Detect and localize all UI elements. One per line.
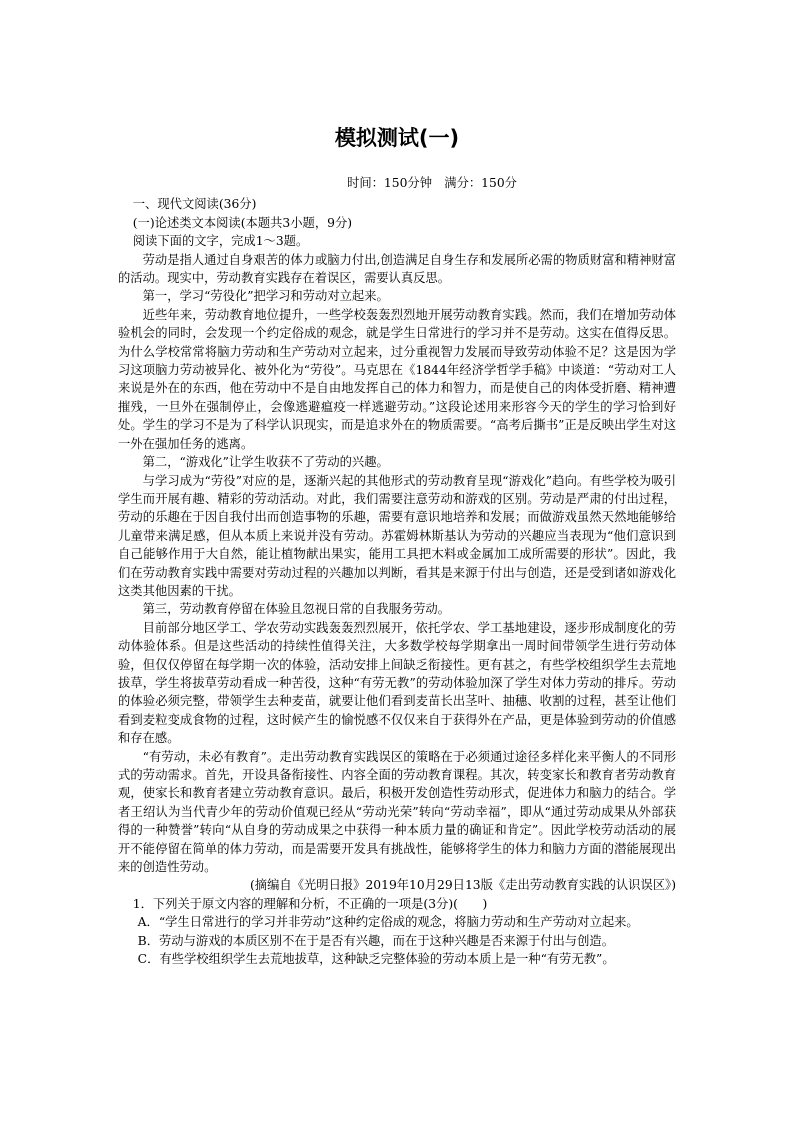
- question-option-b: B．劳动与游戏的本质区别不在于是否有兴趣，而在于这种兴趣是否来源于付出与创造。: [137, 933, 614, 948]
- paragraph: “有劳动，未必有教育”。走出劳动教育实践误区的策略在于必须通过途径多样化来平衡人的不同形式的劳动需求。首先，开设具备衔接性、内容全面的劳动教育课程。其次，转变家长和教育者劳动教育观，使家长和教育者建立劳动教育意识。最后，积极开发创造性劳动形式，促进体力和脑力的结合。学者王绍认为当代青少年的劳动价值观已经从“劳动光荣”转向“劳动幸福”，即从“通过劳动成果从外部获得的一种赞誉”转向“从自身的劳动成果之中获得一种本质力量的确证和肯定”。因此学校劳动活动的展开不能停留在简单的体力劳动，而是需要开发具有挑战性，能够将学生的体力和脑力方面的潜能展现出来的创造性劳动。: [118, 749, 676, 875]
- question-option-a: A．“学生日常进行的学习并非劳动”这种约定俗成的观念，将脑力劳动和生产劳动对立起来。: [137, 915, 639, 930]
- paragraph: 劳动是指人通过自身艰苦的体力或脑力付出,创造满足自身生存和发展所必需的物质财富和精神财富的活动。现实中，劳动教育实践存在着误区，需要认真反思。: [118, 252, 676, 286]
- paragraph: 近些年来，劳动教育地位提升，一些学校轰轰烈烈地开展劳动教育实践。然而，我们在增加劳动体验机会的同时，会发现一个约定俗成的观念，就是学生日常进行的学习并不是劳动。这实在值得反思。为什么学校常常将脑力劳动和生产劳动对立起来，过分重视智力发展而导致劳动体验不足？这是因为学习这项脑力劳动被异化、被外化为“劳役”。马克思在《1844年经济学哲学手稿》中谈道：“劳动对工人来说是外在的东西，他在劳动中不是自由地发挥自己的体力和智力，而是使自己的肉体受折磨、精神遭摧残，一旦外在强制停止，会像逃避瘟疫一样逃避劳动。”这段论述用来形容今天的学生的学习恰到好处。学生的学习不是为了科学认识现实，而是追求外在的物质需要。“高考后撕书”正是反映出学生对这一外在强加任务的逃离。: [118, 307, 676, 451]
- page-title: 模拟测试(一): [334, 126, 460, 150]
- source-citation: (摘编自《光明日报》2019年10月29日13版《走出劳动教育实践的认识误区》): [250, 878, 676, 893]
- question-stem: 1．下列关于原文内容的理解和分析，不正确的一项是(3分)( ): [132, 896, 488, 911]
- paragraph: 目前部分地区学工、学农劳动实践轰轰烈烈展开，依托学农、学工基地建设，逐步形成制度化的劳动体验体系。但是这些活动的持续性值得关注，大多数学校每学期拿出一周时间带领学生进行劳动体验，但仅仅停留在每学期一次的体验，活动安排上间缺乏衔接性。更有甚之，有些学校组织学生去荒地拔草，学生将拔草劳动看成一种苦役，这种“有劳无教”的劳动体验加深了学生对体力劳动的排斥。劳动的体验必须完整，带领学生去种麦苗，就要让他们看到麦苗长出茎叶、抽穗、收割的过程，甚至让他们看到麦粒变成食物的过程，这时候产生的愉悦感不仅仅来自于获得外在产品，更是体验到劳动的价值感和存在感。: [118, 620, 676, 746]
- paragraph-heading: 第一，学习“劳役化”把学习和劳动对立起来。: [142, 289, 389, 304]
- paragraph-heading: 第二，“游戏化”让学生收获不了劳动的兴趣。: [142, 455, 389, 470]
- paragraph: 与学习成为“劳役”对应的是，逐渐兴起的其他形式的劳动教育呈现“游戏化”趋向。有些学校为吸引学生而开展有趣、精彩的劳动活动。对此，我们需要注意劳动和游戏的区别。劳动是严肃的付出过程，劳动的乐趣在于因自我付出而创造事物的乐趣，需要有意识地培养和发展；而做游戏虽然天然地能够给儿童带来满足感，但从本质上来说并没有劳动。苏霍姆林斯基认为劳动的兴趣应当表现为“他们意识到自己能够作用于大自然，能让植物献出果实，能用工具把木料或金属加工成所需要的形状”。因此，我们在劳动教育实践中需要对劳动过程的兴趣加以判断，看其是来源于付出与创造，还是受到诸如游戏化这类其他因素的干扰。: [118, 473, 676, 598]
- paragraph-heading: 第三，劳动教育停留在体验且忽视日常的自我服务劳动。: [142, 602, 451, 617]
- exam-meta: 时间：150分钟 满分：150分: [347, 176, 517, 190]
- question-option-c: C．有些学校组织学生去荒地拔草，这种缺乏完整体验的劳动本质上是一种“有劳无教”。: [137, 952, 615, 967]
- instruction: 阅读下面的文字，完成1～3题。: [132, 234, 309, 249]
- subsection-heading: (一)论述类文本阅读(本题共3小题，9分): [132, 215, 353, 230]
- section-heading: 一、现代文阅读(36分): [132, 197, 257, 212]
- exam-content: [118, 118, 676, 968]
